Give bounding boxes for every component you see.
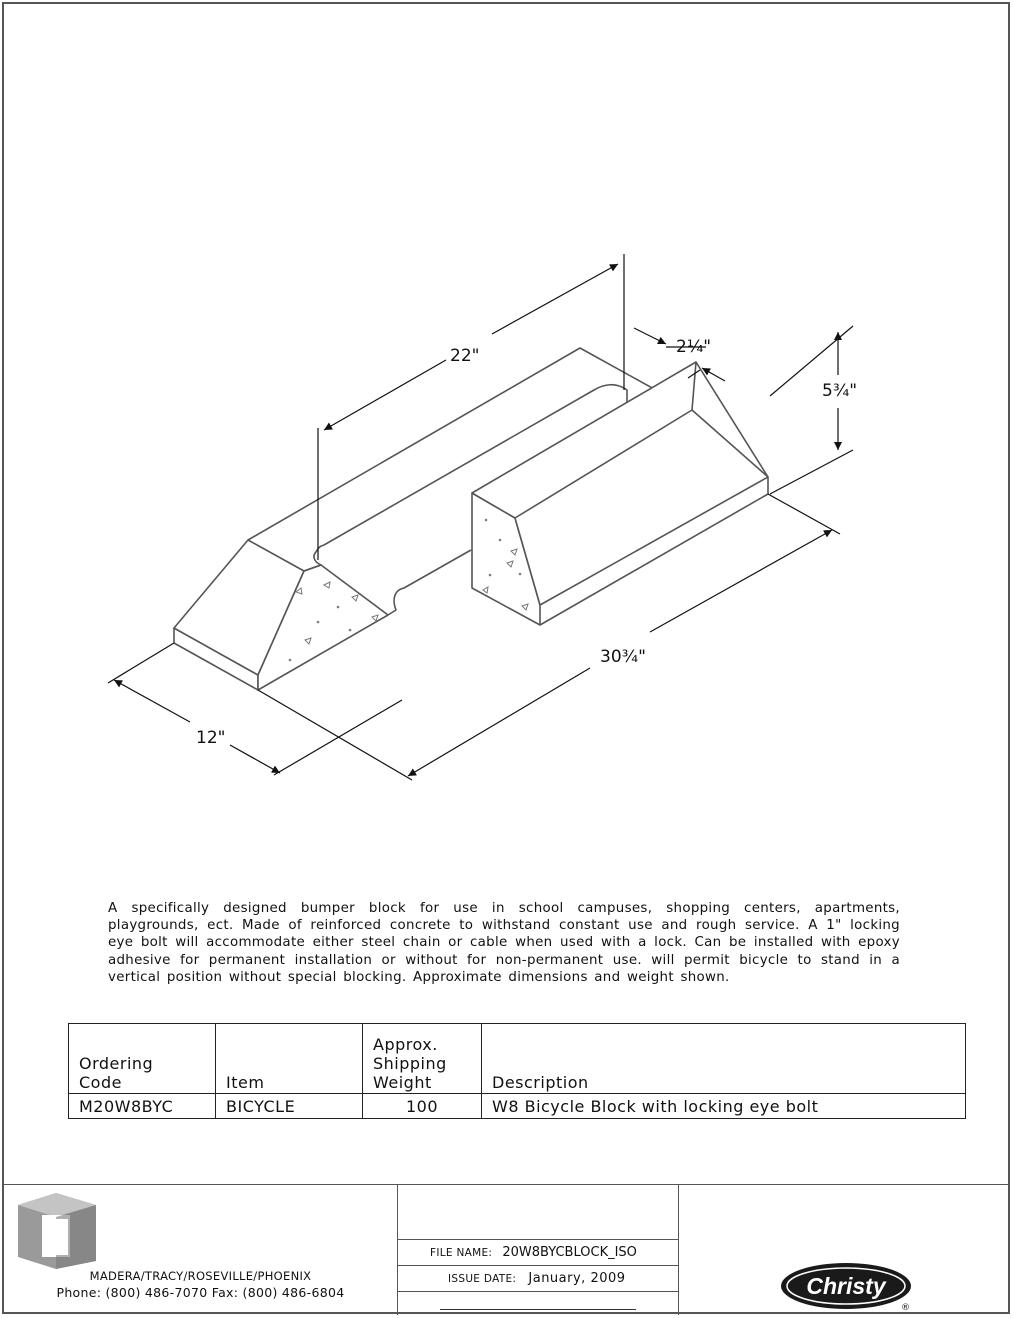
- cell-weight: 100: [363, 1094, 482, 1119]
- issue-date-value: January, 2009: [528, 1271, 626, 1286]
- file-name-label: FILE NAME:: [430, 1247, 493, 1259]
- cell-item: BICYCLE: [216, 1094, 363, 1119]
- issue-date-label: ISSUE DATE:: [448, 1273, 517, 1285]
- company-phone: Phone: (800) 486-7070 Fax: (800) 486-6804: [56, 1285, 345, 1300]
- file-name-value: 20W8BYCBLOCK_ISO: [502, 1245, 637, 1260]
- header-item: Item: [216, 1024, 363, 1094]
- table-row: [69, 1094, 966, 1119]
- dim-label-overall-length: 30¾": [600, 647, 646, 667]
- ordering-table: [68, 1023, 966, 1119]
- header-description: Description: [482, 1024, 966, 1094]
- signature-line: [440, 1309, 636, 1310]
- issue-date-row: [398, 1271, 678, 1286]
- dim-label-height: 5¾": [822, 381, 858, 401]
- header-ordering-code: Ordering Code: [69, 1024, 216, 1094]
- christy-logo: [779, 1261, 913, 1311]
- cell-description: W8 Bicycle Block with locking eye bolt: [482, 1094, 966, 1119]
- header-weight: Approx. Shipping Weight: [363, 1024, 482, 1094]
- title-block-brand: [677, 1184, 1010, 1315]
- registered-mark: ®: [901, 1303, 910, 1313]
- christy-brand-text: Christy: [806, 1273, 886, 1299]
- title-block-company: [4, 1184, 397, 1315]
- dim-label-slot: 2¼": [676, 337, 712, 357]
- cell-code: M20W8BYC: [69, 1094, 216, 1119]
- title-block-info: [397, 1184, 679, 1315]
- company-logo-icon: [14, 1191, 100, 1269]
- file-name-row: [398, 1245, 678, 1260]
- product-description: A specifically designed bumper block for use in school campuses, shopping centers, apartments, playgrounds, ect. Made of reinforced concrete to withstand constant use and rough service. A 1" locking eye bolt will accommodate either steel chain or cable when used with a lock. Can be installed with epoxy adhesive for permanent installation or without for non-permanent use. will permit bicycle to stand in a vertical position without special blocking. Approximate dimensions and weight shown.: [108, 901, 900, 985]
- dim-label-width: 12": [196, 728, 226, 748]
- dim-label-22: 22": [450, 346, 480, 366]
- bumper-block-outline: [174, 348, 768, 690]
- table-header-row: [69, 1024, 966, 1094]
- company-locations: MADERA/TRACY/ROSEVILLE/PHOENIX: [89, 1269, 312, 1283]
